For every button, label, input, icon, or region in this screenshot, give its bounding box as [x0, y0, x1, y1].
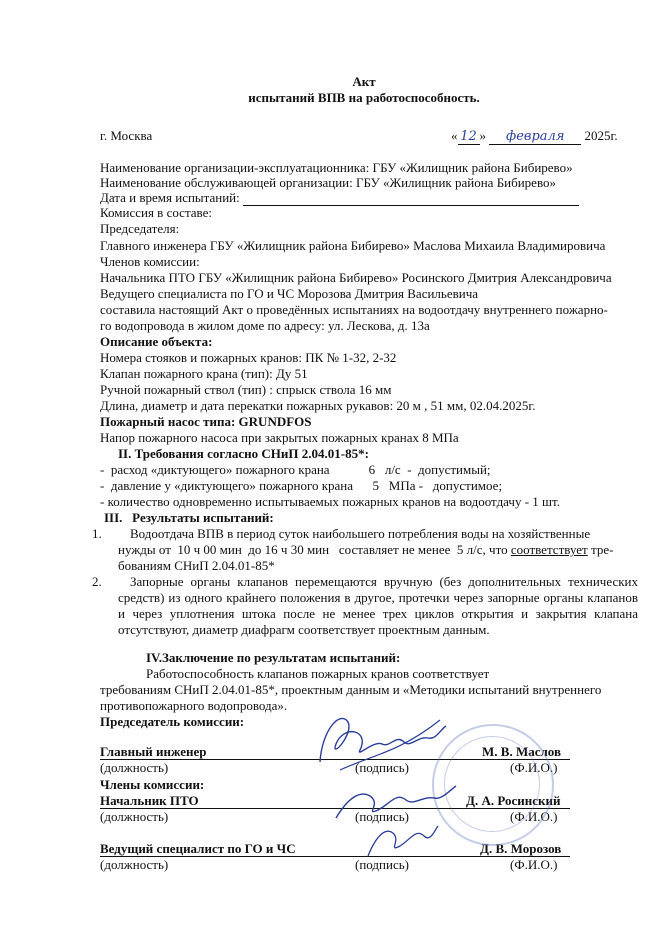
conclusion-line2: требованиям СНиП 2.04.01-85*, проектным данным и «Методики испытаний внутреннего — [100, 682, 602, 697]
service-org: Наименование обслуживающей организации: ГБУ «Жилищник района Бибирево» — [100, 175, 557, 190]
pump-text: Пожарный насос типа: GRUNDFOS — [100, 414, 312, 429]
hoses-text: Длина, диаметр и дата перекатки пожарных рукавов: 20 м , 51 мм, 02.04.2025г. — [100, 398, 536, 413]
member1-text: Начальника ПТО ГБУ «Жилищник района Бибирево» Росинского Дмитрия Александровича — [100, 270, 612, 285]
result2-text: Запорные органы клапанов перемещаются вручную (без дополнительных технических средств) из одного крайнего положения в другое, протечки через запорные органы клапанов и через уплотнения штока после не менее трех циклов открытия и закрытия клапана отсутствуют, диаметр диафрагм соответствует проектным данным. — [118, 574, 638, 637]
act-subtitle: испытаний ВПВ на работоспособность. — [248, 90, 480, 105]
result1-line2: нужды от 10 ч 00 мин до 16 ч 30 мин составляет не менее 5 л/с, что соответствует тре- — [118, 542, 614, 557]
date-year: 2025г. — [584, 128, 618, 143]
datetime-blank — [243, 190, 579, 206]
result1-line3: бованиям СНиП 2.04.01-85* — [118, 558, 275, 573]
requirements-heading: II. Требования согласно СНиП 2.04.01-85*: — [118, 446, 369, 461]
chairman-heading: Председатель комиссии: — [100, 714, 245, 729]
signature-scribble-chairman — [300, 700, 450, 780]
signature-name: Д. А. Росинский — [466, 793, 561, 808]
position-caption: (должность) — [100, 760, 169, 775]
members-heading: Члены комиссии: — [100, 777, 205, 792]
conclusion-heading: IV.Заключение по результатам испытаний: — [146, 650, 401, 665]
pressure-text: Напор пожарного насоса при закрытых пожарных кранах 8 МПа — [100, 430, 459, 445]
composed-line2: го водопровода в жилом доме по адресу: ул. Лескова, д. 13а — [100, 318, 430, 333]
chairman-text: Главного инженера ГБУ «Жилищник района Бибирево» Маслова Михаила Владимировича — [100, 238, 606, 253]
name-caption: (Ф.И.О.) — [510, 809, 558, 824]
valve-text: Клапан пожарного крана (тип): Ду 51 — [100, 366, 308, 381]
signature-caption: (подпись) — [355, 809, 409, 824]
signature-scribble-member2 — [360, 818, 440, 866]
requirement-item: - расход «диктующего» пожарного крана 6 л/с - допустимый; — [100, 462, 491, 477]
signature-position: Ведущий специалист по ГО и ЧС — [100, 841, 296, 856]
position-caption: (должность) — [100, 809, 169, 824]
signature-name: Д. В. Морозов — [480, 841, 562, 856]
result2-number: 2. — [92, 574, 102, 589]
complies-word: соответствует — [510, 542, 588, 557]
members-label: Членов комиссии: — [100, 254, 200, 269]
operator-org: Наименование организации-эксплуатационника: ГБУ «Жилищник района Бибирево» — [100, 160, 573, 175]
signature-caption: (подпись) — [355, 760, 409, 775]
chairman-label: Председателя: — [100, 221, 180, 236]
conclusion-line3: противопожарного водопровода». — [100, 698, 288, 713]
name-caption: (Ф.И.О.) — [510, 760, 558, 775]
position-caption: (должность) — [100, 857, 169, 872]
result1-line1: Водоотдача ВПВ в период суток наибольшего потребления воды на хозяйственные — [130, 526, 591, 541]
signature-caption: (подпись) — [355, 857, 409, 872]
results-heading: III. Результаты испытаний: — [104, 510, 274, 525]
signature-rule — [100, 856, 570, 857]
member2-text: Ведущего специалиста по ГО и ЧС Морозова Дмитрия Васильевича — [100, 286, 479, 301]
conclusion-line1: Работоспособность клапанов пожарных кранов соответствует — [146, 666, 490, 681]
risers-text: Номера стояков и пожарных кранов: ПК № 1-32, 2-32 — [100, 350, 397, 365]
requirement-item: - давление у «диктующего» пожарного крана 5 МПа - допустимое; — [100, 478, 503, 493]
result1-number: 1. — [92, 526, 102, 541]
signature-position: Начальник ПТО — [100, 793, 199, 808]
nozzle-text: Ручной пожарный ствол (тип) : спрыск ствола 16 мм — [100, 382, 392, 397]
test-datetime: Дата и время испытаний: — [100, 190, 579, 206]
commission-label: Комиссия в составе: — [100, 205, 212, 220]
composed-line1: составила настоящий Акт о проведённых испытаниях на водоотдачу внутреннего пожарно- — [100, 302, 608, 317]
place: г. Москва — [100, 128, 153, 143]
act-title: Акт — [352, 74, 376, 89]
signature-position: Главный инженер — [100, 744, 207, 759]
document-date: « 12 » февраля 2025г. — [451, 128, 618, 144]
signature-name: М. В. Маслов — [482, 744, 561, 759]
object-heading: Описание объекта: — [100, 334, 213, 349]
date-month: февраля — [489, 129, 581, 145]
name-caption: (Ф.И.О.) — [510, 857, 558, 872]
date-day: 12 — [458, 129, 480, 145]
requirement-item: - количество одновременно испытываемых пожарных кранов на водоотдачу - 1 шт. — [100, 494, 561, 509]
